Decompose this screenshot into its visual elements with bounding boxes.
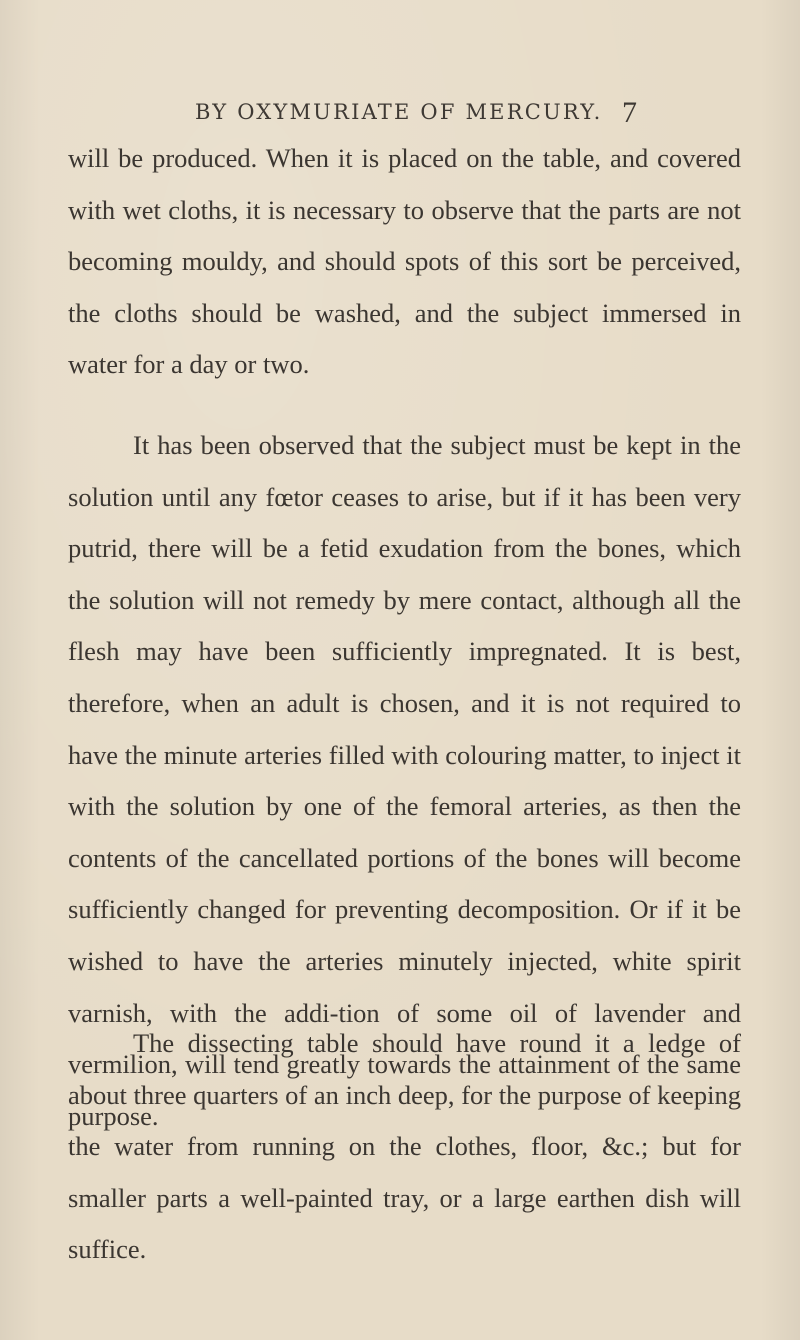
paragraph-3: The dissecting table should have round it a ledge of about three quarters of an inch deep, for the purpose of keeping the water from running on the clothes, floor, &c.; but for smaller parts a well-painted tray, or a large earthen dish will suffice. bbox=[68, 1028, 741, 1265]
paragraph-1: will be produced. When it is placed on the table, and covered with wet cloths, it is necessary to observe that the parts are not becoming mouldy, and should spots of this sort be perceived, the cloths should be washed, and the subject immersed in water for a day or two. bbox=[68, 143, 741, 380]
paragraph-2: It has been observed that the subject must be kept in the solution until any fœtor ceases to arise, but if it has been very putrid, there will be a fetid exudation from the bones, which the solution will not remedy by mere contact, although all the flesh may have been sufficiently impregnated. It is best, therefore, when an adult is chosen, and it is not required to have the minute arteries filled with colouring matter, to inject it with the solution by one of the femoral arteries, as then the contents of the cancellated portions of the bones will become sufficiently changed for preventing decomposition. Or if it be wished to have the arteries minutely injected, white spirit varnish, with the addi-tion of some oil of lavender and vermilion, will tend greatly towards the attainment of the same purpose. bbox=[68, 430, 741, 1131]
page-number: 7 bbox=[622, 96, 637, 129]
running-head: BY OXYMURIATE OF MERCURY. bbox=[195, 100, 603, 124]
